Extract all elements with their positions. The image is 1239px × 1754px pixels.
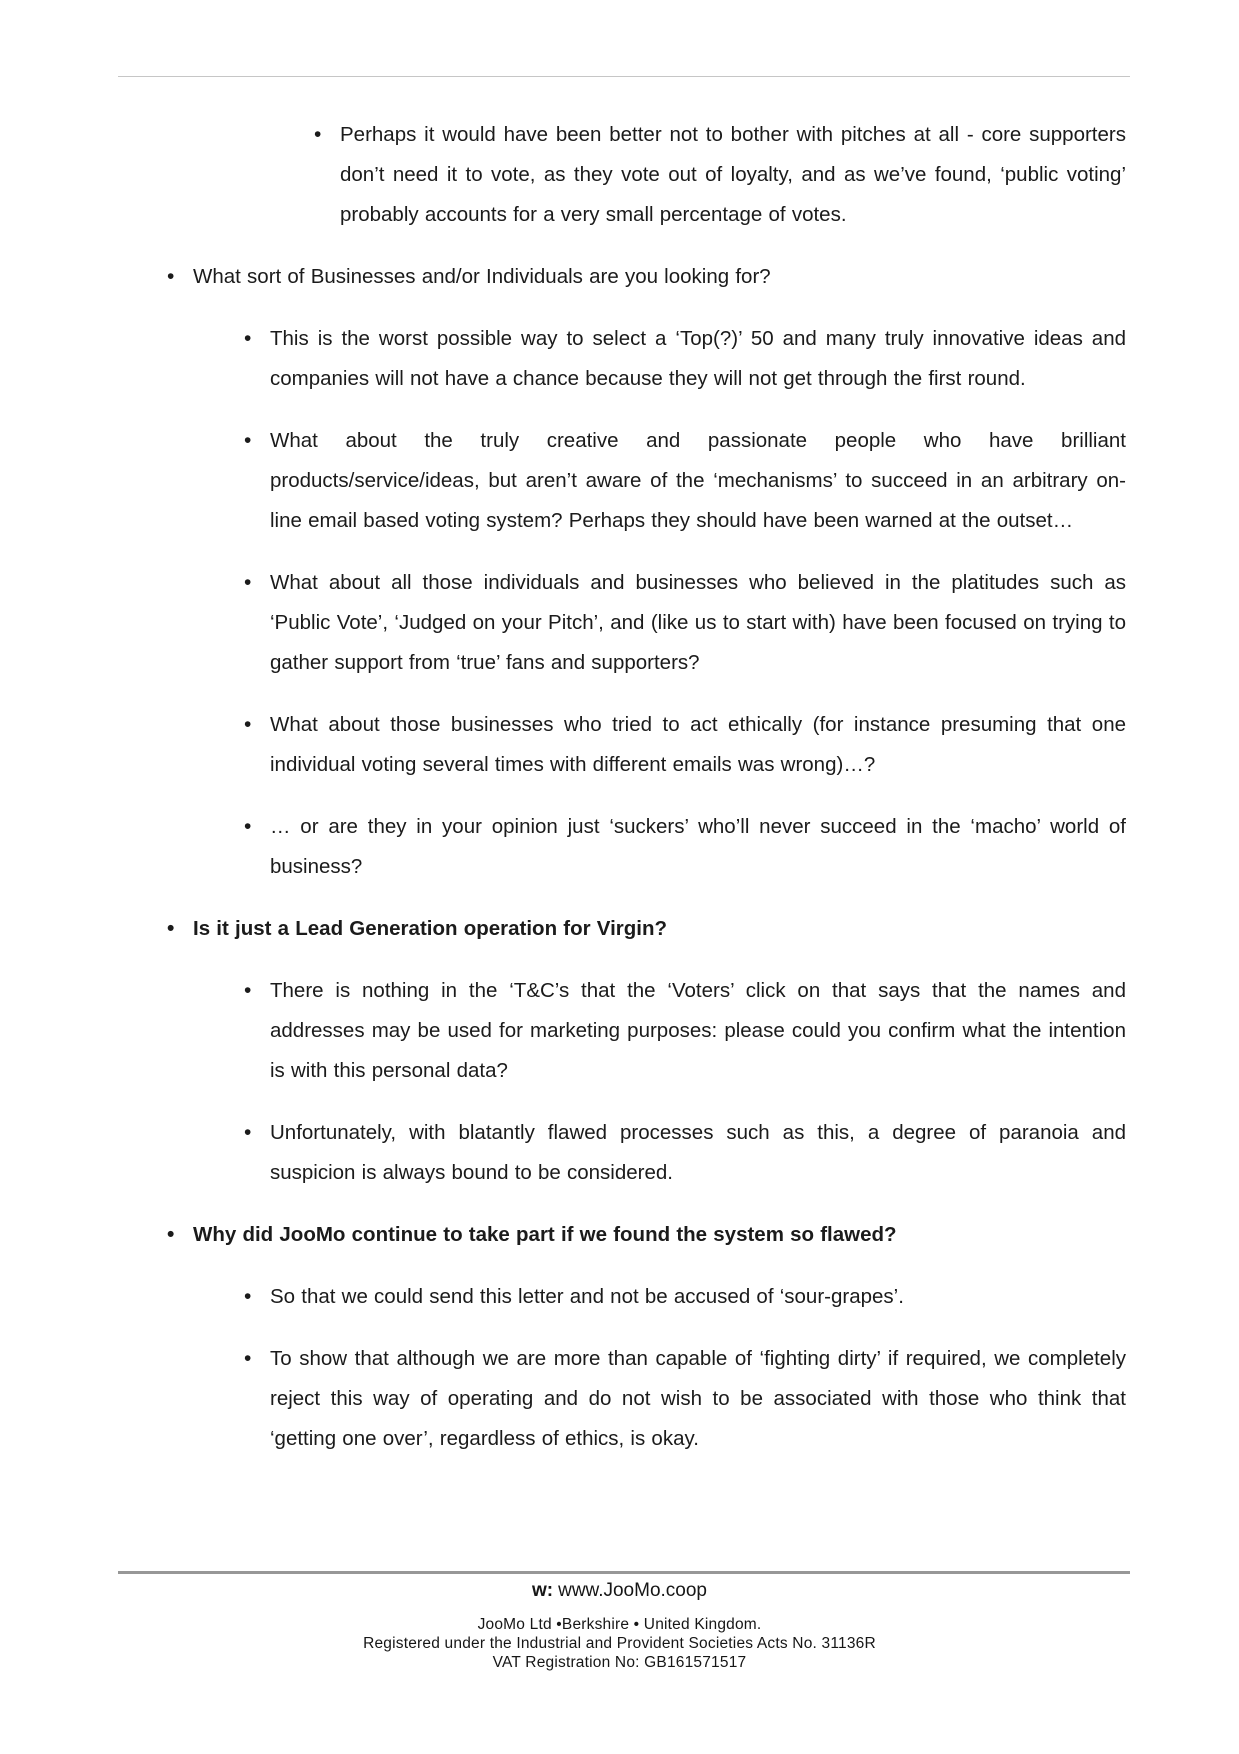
list-item — [244, 1277, 1126, 1317]
list-item-text: What sort of Businesses and/or Individuals are you looking for? — [193, 265, 771, 288]
list-item-text: To show that although we are more than capable of ‘fighting dirty’ if required, we completely reject this way of operating and do not wish to be associated with those who think that ‘getting one over’, regardless of ethics, is okay. — [270, 1347, 1126, 1450]
vat-line: VAT Registration No: GB161571517 — [492, 1654, 747, 1671]
list-item — [244, 971, 1126, 1091]
bullet-icon: • — [167, 265, 175, 288]
list-item-heading — [167, 909, 1126, 949]
bullet-icon: • — [314, 123, 322, 146]
list-item-text: Perhaps it would have been better not to bother with pitches at all - core supporters don’t need it to vote, as they vote out of loyalty, and as we’ve found, ‘public voting’ probably accounts for a very small percentage of votes. — [340, 123, 1126, 226]
website-line — [0, 1580, 1239, 1602]
list-item — [244, 1113, 1126, 1193]
list-item-text: What about the truly creative and passionate people who have brilliant products/service/ideas, but aren’t aware of the ‘mechanisms’ to succeed in an arbitrary on-line email based voting system? Perhaps they should have been warned at the outset… — [270, 429, 1126, 532]
list-item — [244, 705, 1126, 785]
document-body — [0, 115, 1239, 1481]
bullet-icon: • — [244, 713, 252, 736]
bullet-icon: • — [244, 1347, 252, 1370]
list-item-text: Is it just a Lead Generation operation for Virgin? — [193, 917, 668, 940]
list-item-text: So that we could send this letter and not be accused of ‘sour-grapes’. — [270, 1285, 904, 1308]
list-item-text: Why did JooMo continue to take part if we found the system so flawed? — [193, 1223, 897, 1246]
list-item — [167, 257, 1126, 297]
list-item-text: There is nothing in the ‘T&C’s that the ‘Voters’ click on that says that the names and addresses may be used for marketing purposes: please could you confirm what the intention is with this personal data? — [270, 979, 1126, 1082]
company-address-line: JooMo Ltd •Berkshire • United Kingdom. — [477, 1616, 762, 1633]
registration-line: Registered under the Industrial and Provident Societies Acts No. 31136R — [363, 1635, 876, 1652]
list-item-text: … or are they in your opinion just ‘suckers’ who’ll never succeed in the ‘macho’ world of business? — [270, 815, 1126, 878]
bullet-icon: • — [244, 1285, 252, 1308]
footer-divider — [118, 1571, 1130, 1574]
bullet-icon: • — [244, 429, 252, 452]
list-item — [244, 563, 1126, 683]
list-item — [244, 319, 1126, 399]
list-item — [244, 1339, 1126, 1459]
bullet-icon: • — [244, 979, 252, 1002]
list-item-heading — [167, 1215, 1126, 1255]
page-footer — [0, 1580, 1239, 1672]
header-divider — [118, 76, 1130, 77]
list-item-text: Unfortunately, with blatantly flawed processes such as this, a degree of paranoia and suspicion is always bound to be considered. — [270, 1121, 1126, 1184]
list-item-text: What about all those individuals and businesses who believed in the platitudes such as ‘Public Vote’, ‘Judged on your Pitch’, and (like us to start with) have been focused on trying to gather support from ‘true’ fans and supporters? — [270, 571, 1126, 674]
bullet-icon: • — [167, 917, 175, 940]
bullet-icon: • — [167, 1223, 175, 1246]
list-item — [244, 421, 1126, 541]
list-item — [244, 807, 1126, 887]
website-url: www.JooMo.coop — [558, 1580, 707, 1601]
bullet-icon: • — [244, 815, 252, 838]
list-item-text: What about those businesses who tried to act ethically (for instance presuming that one individual voting several times with different emails was wrong)…? — [270, 713, 1126, 776]
bullet-icon: • — [244, 327, 252, 350]
list-item — [314, 115, 1126, 235]
bullet-icon: • — [244, 1121, 252, 1144]
website-label: w: — [531, 1580, 554, 1601]
bullet-icon: • — [244, 571, 252, 594]
list-item-text: This is the worst possible way to select a ‘Top(?)’ 50 and many truly innovative ideas and companies will not have a chance because they will not get through the first round. — [270, 327, 1126, 390]
